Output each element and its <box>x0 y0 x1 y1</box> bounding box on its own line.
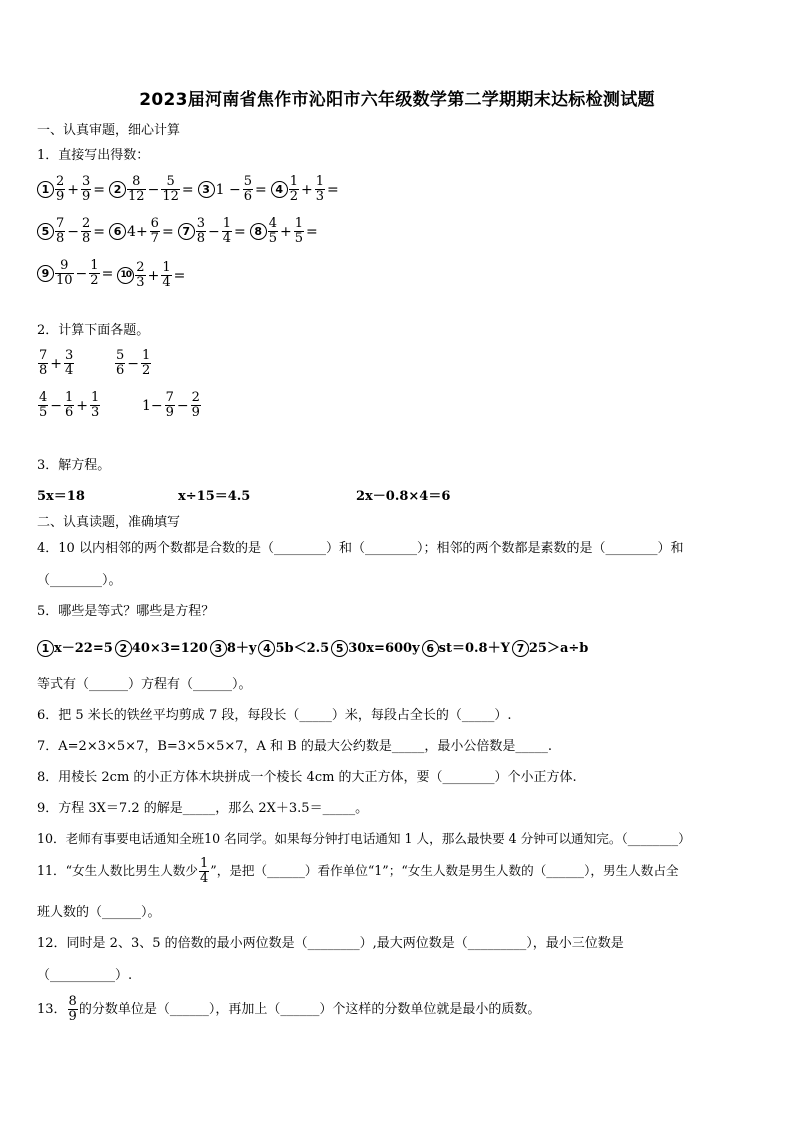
q5-item-6: 6 st＝0.8＋Y <box>422 641 510 656</box>
q1-item-2: 2 $\frac{8}{12}$ − $\frac{5}{12}$ = <box>109 175 195 204</box>
circled-number: 9 <box>37 265 54 282</box>
fraction: $\frac{1}{2}$ <box>289 174 298 204</box>
section-1-heading: 一、认真审题，细心计算 <box>37 123 181 138</box>
fraction: $\frac{8}{12}$ <box>128 174 145 204</box>
fraction: $\frac{5}{6}$ <box>243 174 252 204</box>
circled-number: 1 <box>37 640 54 657</box>
q8: 8．用棱长 2cm 的小正方体木块拼成一个棱长 4cm 的大正方体，要（________）个小正方体. <box>37 770 577 785</box>
q4-line-1: 4．10 以内相邻的两个数都是合数的是（________）和（________）；相邻的两个数都是素数的是（________）和 <box>37 541 684 556</box>
q11-line-1: 11．“女生人数比男生人数少 $\frac{1}{4}$ ”，是把（______）看作单位“1”；“女生人数是男生人数的（______），男生人数占全 <box>37 856 679 886</box>
fraction: $\frac{2}{3}$ <box>136 260 145 290</box>
q4-line-2: （________）。 <box>37 573 122 588</box>
circled-number: 7 <box>512 640 529 657</box>
fraction: $\frac{1}{6}$ <box>65 390 74 420</box>
fraction: $\frac{1}{4}$ <box>162 260 171 290</box>
fraction: $\frac{7}{8}$ <box>39 348 48 378</box>
circled-number: 1 <box>37 181 54 198</box>
circled-number: 4 <box>258 640 275 657</box>
circled-number: 3 <box>198 181 215 198</box>
fraction: $\frac{3}{4}$ <box>65 348 74 378</box>
fraction: $\frac{1}{3}$ <box>91 390 100 420</box>
fraction: $\frac{4}{5}$ <box>39 390 48 420</box>
q1-item-7: 7 $\frac{3}{8}$ − $\frac{1}{4}$ = <box>178 217 247 246</box>
circled-number: 6 <box>422 640 439 657</box>
q10: 10．老师有事要电话通知全班10 名同学。如果每分钟打电话通知 1 人，那么最快要 4 分钟可以通知完。（________） <box>37 831 691 846</box>
fraction: $\frac{7}{8}$ <box>56 216 65 246</box>
q1-item-4: 4 $\frac{1}{2}$ + $\frac{1}{3}$ = <box>271 175 340 204</box>
fraction: $\frac{3}{8}$ <box>196 216 205 246</box>
fraction: $\frac{8}{9}$ <box>68 994 77 1024</box>
q3-equation-2: x÷15＝4.5 <box>178 489 251 504</box>
q2-expression-1: $\frac{7}{8}$ + $\frac{3}{4}$ <box>39 348 74 378</box>
circled-number: 5 <box>331 640 348 657</box>
fraction: $\frac{1}{2}$ <box>90 258 99 288</box>
fraction: $\frac{5}{6}$ <box>116 348 125 378</box>
q1-row-3 <box>37 259 189 290</box>
q5-items <box>37 640 590 657</box>
q1-item-5: 5 $\frac{7}{8}$ − $\frac{2}{8}$ = <box>37 217 106 246</box>
fraction: $\frac{1}{4}$ <box>200 856 209 886</box>
q12-line-2: （__________）. <box>37 968 133 983</box>
q3-equation-1: 5x＝18 <box>37 489 85 504</box>
section-2-heading: 二、认真读题，准确填写 <box>37 515 181 530</box>
q1-item-8: 8 $\frac{4}{5}$ + $\frac{1}{5}$ = <box>250 217 319 246</box>
fraction: $\frac{1}{4}$ <box>222 216 231 246</box>
fraction: $\frac{1}{3}$ <box>315 174 324 204</box>
circled-number: 5 <box>37 223 54 240</box>
q5-item-4: 4 5b＜2.5 <box>258 641 329 656</box>
q3-equation-3: 2x－0.8×4＝6 <box>356 489 451 504</box>
fraction: $\frac{6}{7}$ <box>150 216 159 246</box>
circled-number: 8 <box>250 223 267 240</box>
q12-line-1: 12．同时是 2、3、5 的倍数的最小两位数是（________）,最大两位数是（_________），最小三位数是 <box>37 936 624 951</box>
q1-label: 1．直接写出得数： <box>37 148 150 163</box>
q5-item-1: 1 x－22=5 <box>37 641 113 656</box>
fraction: $\frac{5}{12}$ <box>162 174 179 204</box>
fraction: $\frac{1}{2}$ <box>142 348 151 378</box>
circled-number: 3 <box>210 640 227 657</box>
circled-number: 10 <box>117 267 134 284</box>
q1-item-1: 1 $\frac{2}{9}$ + $\frac{3}{9}$ = <box>37 175 106 204</box>
q9: 9．方程 3X＝7.2 的解是_____，那么 2X＋3.5＝_____。 <box>37 801 369 816</box>
q3-label: 3．解方程。 <box>37 458 111 473</box>
fraction: $\frac{1}{5}$ <box>294 216 304 246</box>
q2-expression-3: $\frac{4}{5}$ − $\frac{1}{6}$ + $\frac{1}{3}$ <box>39 390 100 420</box>
circled-number: 4 <box>271 181 288 198</box>
q5-label: 5．哪些是等式？哪些是方程？ <box>37 604 215 619</box>
q1-row-2 <box>37 217 322 246</box>
circled-number: 2 <box>109 181 126 198</box>
q5-item-7: 7 25＞a÷b <box>512 641 589 656</box>
q1-item-9: 9 $\frac{9}{10}$ − $\frac{1}{2}$ = <box>37 259 114 288</box>
circled-number: 6 <box>109 223 126 240</box>
q5-item-3: 3 8＋y <box>210 641 257 656</box>
q7: 7．A=2×3×5×7，B=3×5×5×7，A 和 B 的最大公约数是_____，最小公倍数是_____. <box>37 739 552 754</box>
q2-label: 2．计算下面各题。 <box>37 323 150 338</box>
q11-line-2: 班人数的（______）。 <box>37 905 161 920</box>
fraction: $\frac{3}{9}$ <box>82 174 91 204</box>
page-title: 2023届河南省焦作市沁阳市六年级数学第二学期期末达标检测试题 <box>139 90 655 110</box>
q1-item-10: 10 $\frac{2}{3}$ + $\frac{1}{4}$ = <box>117 261 186 290</box>
circled-number: 2 <box>115 640 132 657</box>
q2-expression-2: $\frac{5}{6}$ − $\frac{1}{2}$ <box>116 348 151 378</box>
fraction: $\frac{2}{8}$ <box>82 216 91 246</box>
fraction: $\frac{9}{10}$ <box>56 258 73 288</box>
q1-item-3: 3 1 − $\frac{5}{6}$ = <box>198 175 268 204</box>
fraction: $\frac{7}{9}$ <box>165 390 174 420</box>
q5-item-2: 2 40×3=120 <box>115 641 208 656</box>
q2-expression-4: 1− $\frac{7}{9}$ − $\frac{2}{9}$ <box>142 390 200 420</box>
fraction: $\frac{2}{9}$ <box>191 390 200 420</box>
fraction: $\frac{2}{9}$ <box>56 174 65 204</box>
q1-item-6: 6 4+ $\frac{6}{7}$ = <box>109 217 175 246</box>
q13: 13． $\frac{8}{9}$ 的分数单位是（______），再加上（______）个这样的分数单位就是最小的质数。 <box>37 994 541 1024</box>
q5-item-5: 5 30x=600y <box>331 641 419 656</box>
q1-row-1 <box>37 175 343 204</box>
q6: 6．把 5 米长的铁丝平均剪成 7 段，每段长（_____）米，每段占全长的（_____）. <box>37 708 512 723</box>
q5-answer: 等式有（______）方程有（______）。 <box>37 677 252 692</box>
fraction: $\frac{4}{5}$ <box>268 216 277 246</box>
circled-number: 7 <box>178 223 195 240</box>
